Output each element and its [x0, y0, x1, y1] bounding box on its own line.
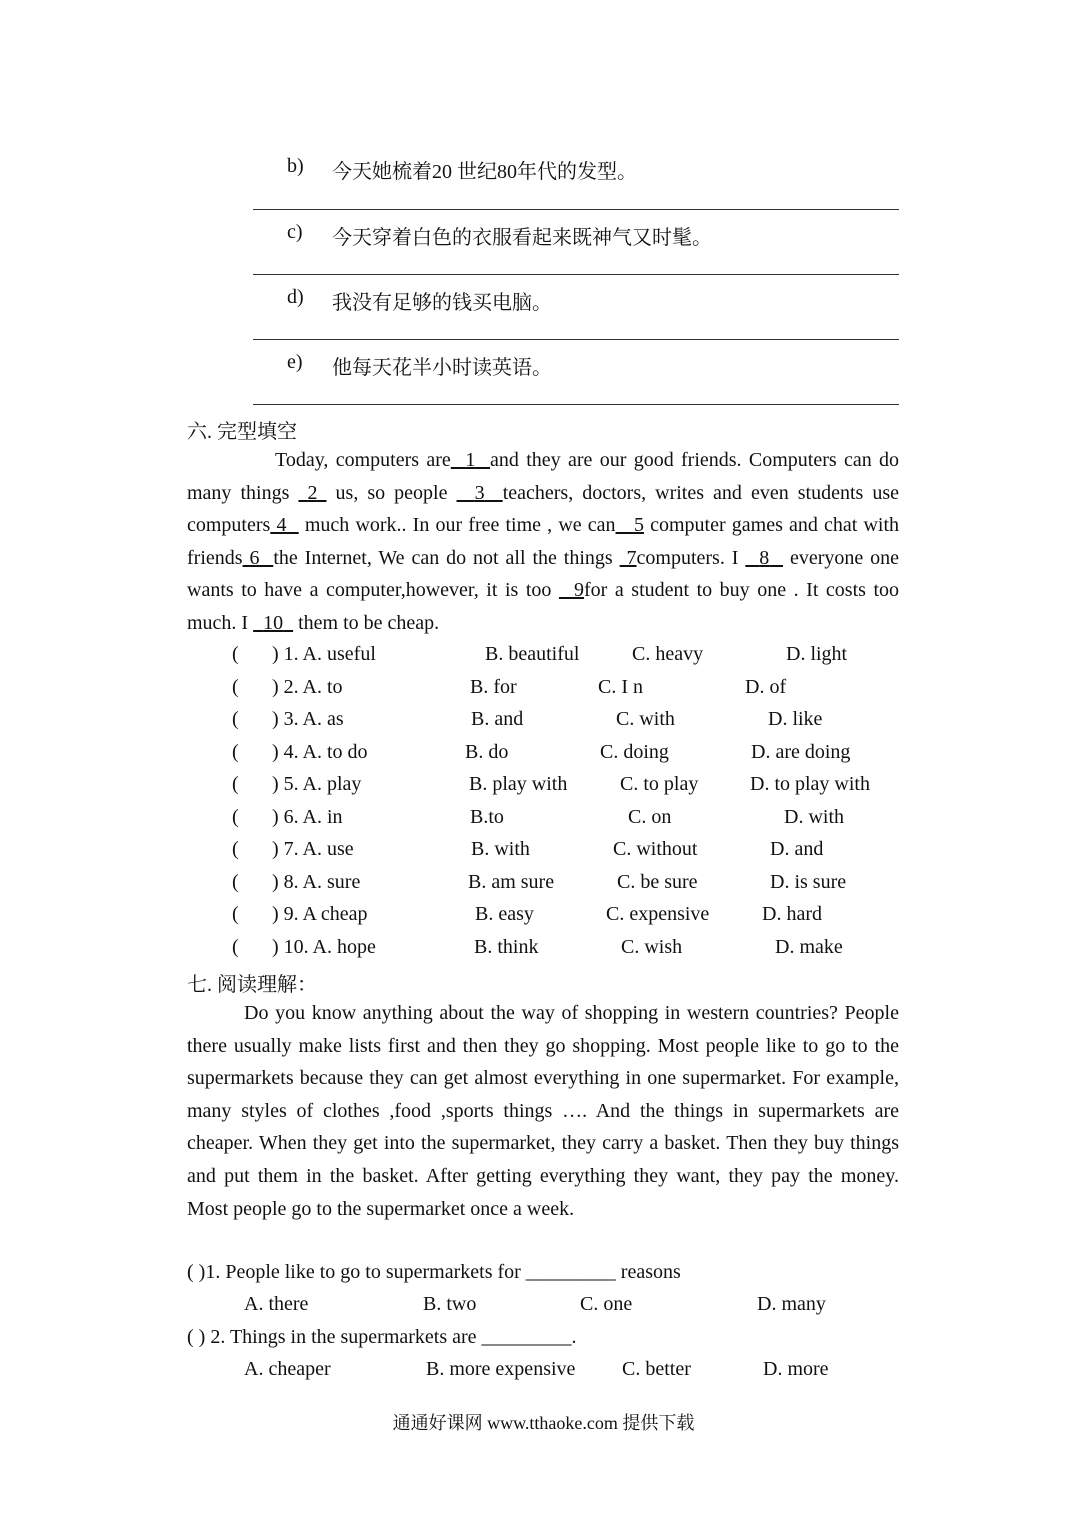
translation-label-b: b) [287, 155, 304, 177]
blank-3: 3 [474, 481, 485, 504]
blank-9: 9 [574, 579, 585, 602]
option-b: B. easy [475, 903, 534, 925]
answer-line [253, 209, 899, 210]
option-d: D. light [786, 643, 848, 665]
answer-paren[interactable]: ( [232, 741, 239, 763]
cloze-passage [187, 444, 899, 640]
option-a: ) 4. A. to do [272, 741, 368, 763]
answer-paren[interactable]: ( [232, 838, 239, 860]
question-row [0, 708, 1087, 738]
passage-text: them to be cheap. [293, 611, 440, 634]
option-b: B. more expensive [426, 1358, 576, 1380]
translation-text-e: 他每天花半小时读英语。 [332, 357, 552, 379]
answer-paren[interactable]: ( [232, 773, 239, 795]
option-d: D. is sure [770, 871, 847, 893]
option-a: ) 6. A. in [272, 806, 343, 828]
question-stem[interactable]: ( )1. People like to go to supermarkets for _________ reasons [187, 1261, 681, 1283]
answer-line [253, 404, 899, 405]
option-d: D. of [745, 676, 787, 698]
option-a: ) 7. A. use [272, 838, 354, 860]
option-b: B. for [470, 676, 517, 698]
option-a: ) 8. A. sure [272, 871, 361, 893]
option-b: B.to [470, 806, 504, 828]
answer-line [253, 274, 899, 275]
option-b: B. think [474, 936, 539, 958]
option-b: B. two [423, 1293, 477, 1315]
answer-paren[interactable]: ( [232, 936, 239, 958]
option-d: D. are doing [751, 741, 851, 763]
option-b: B. and [471, 708, 524, 730]
option-b: B. play with [469, 773, 568, 795]
option-a: ) 1. A. useful [272, 643, 376, 665]
blank-6: 6 [249, 546, 260, 569]
answer-paren[interactable]: ( [232, 643, 239, 665]
answer-paren[interactable]: ( [232, 903, 239, 925]
passage-text: computers. I [636, 546, 746, 569]
blank-8: 8 [759, 546, 770, 569]
option-c: C. one [580, 1293, 633, 1315]
reading-passage: Do you know anything about the way of shopping in western countries? People there usually make lists first and then they go shopping. Most people like to go to the supermarkets because they can get almost everything in one supermarket. For example, many styles of clothes ,food ,sports things …. And the things in supermarkets are cheaper. When they get into the supermarket, they carry a basket. Then they buy things and put them in the basket. After getting everything they want, they pay the money. Most people go to the supermarket once a week. [187, 1002, 899, 1220]
answer-paren[interactable]: ( [232, 676, 239, 698]
answer-line [253, 339, 899, 340]
passage-text: us, so people [326, 481, 457, 504]
question-row [0, 773, 1087, 803]
answer-paren[interactable]: ( [232, 708, 239, 730]
option-d: D. like [768, 708, 823, 730]
option-c: C. heavy [632, 643, 704, 665]
option-c: C. to play [620, 773, 699, 795]
passage-text: and they are our good friends. Computers can do many things [187, 449, 900, 504]
answer-paren[interactable]: ( [232, 806, 239, 828]
question-row [0, 936, 1087, 966]
passage-text: Today, computers are [275, 449, 451, 471]
passage-text: everyone one wants to have a computer,however, it is too [187, 546, 900, 602]
option-c: C. without [613, 838, 698, 860]
passage-text: computer games and chat with friends [187, 514, 900, 569]
option-c: C. expensive [606, 903, 710, 925]
option-d: D. make [775, 936, 843, 958]
page-footer: 通通好课网 www.tthaoke.com 提供下载 [392, 1413, 695, 1433]
question-row [0, 676, 1087, 706]
question-row [0, 838, 1087, 868]
blank-4: 4 [276, 514, 287, 537]
option-d: D. to play with [750, 773, 870, 795]
passage-text: the Internet, We can do not all the things [273, 546, 620, 569]
option-d: D. more [763, 1358, 829, 1380]
option-a: ) 9. A cheap [272, 903, 368, 925]
cloze-heading: 六. 完型填空 [187, 421, 297, 443]
option-c: C. wish [621, 936, 683, 958]
question-row [0, 903, 1087, 933]
option-b: B. beautiful [485, 643, 580, 665]
blank-7: 7 [626, 546, 637, 569]
option-c: C. better [622, 1358, 691, 1380]
passage-text: teachers, doctors, writes and even students use computers [187, 481, 900, 537]
option-c: C. I n [598, 676, 643, 698]
blank-1: 1 [465, 449, 476, 471]
option-a: ) 3. A. as [272, 708, 344, 730]
question-row [0, 871, 1087, 901]
blank-2: 2 [307, 481, 318, 504]
reading-heading: 七. 阅读理解： [187, 974, 317, 996]
option-a: A. cheaper [244, 1358, 331, 1380]
option-a: ) 10. A. hope [272, 936, 376, 958]
question-row [0, 806, 1087, 836]
translation-label-c: c) [287, 221, 303, 243]
option-c: C. be sure [617, 871, 698, 893]
option-c: C. with [616, 708, 675, 730]
option-d: D. hard [762, 903, 822, 925]
question-row [0, 741, 1087, 771]
option-c: C. on [628, 806, 672, 828]
option-a: ) 2. A. to [272, 676, 343, 698]
translation-label-d: d) [287, 286, 304, 308]
option-c: C. doing [600, 741, 669, 763]
option-b: B. do [465, 741, 509, 763]
option-d: D. and [770, 838, 824, 860]
option-b: B. with [471, 838, 530, 860]
translation-text-b: 今天她梳着20 世纪80年代的发型。 [332, 161, 637, 183]
option-b: B. am sure [468, 871, 555, 893]
answer-paren[interactable]: ( [232, 871, 239, 893]
blank-5: 5 [633, 514, 644, 537]
translation-text-d: 我没有足够的钱买电脑。 [332, 292, 552, 314]
passage-text: much work.. In our free time , we can [298, 514, 616, 537]
option-a: ) 5. A. play [272, 773, 362, 795]
translation-label-e: e) [287, 351, 303, 373]
passage-text: for a student to buy one . It costs too much. I [187, 579, 900, 634]
blank-10: 10 [263, 611, 284, 634]
option-a: A. there [244, 1293, 309, 1315]
option-d: D. with [784, 806, 844, 828]
question-stem[interactable]: ( ) 2. Things in the supermarkets are _________. [187, 1326, 577, 1348]
question-row [0, 643, 1087, 673]
option-d: D. many [757, 1293, 826, 1315]
translation-text-c: 今天穿着白色的衣服看起来既神气又时髦。 [332, 227, 712, 249]
